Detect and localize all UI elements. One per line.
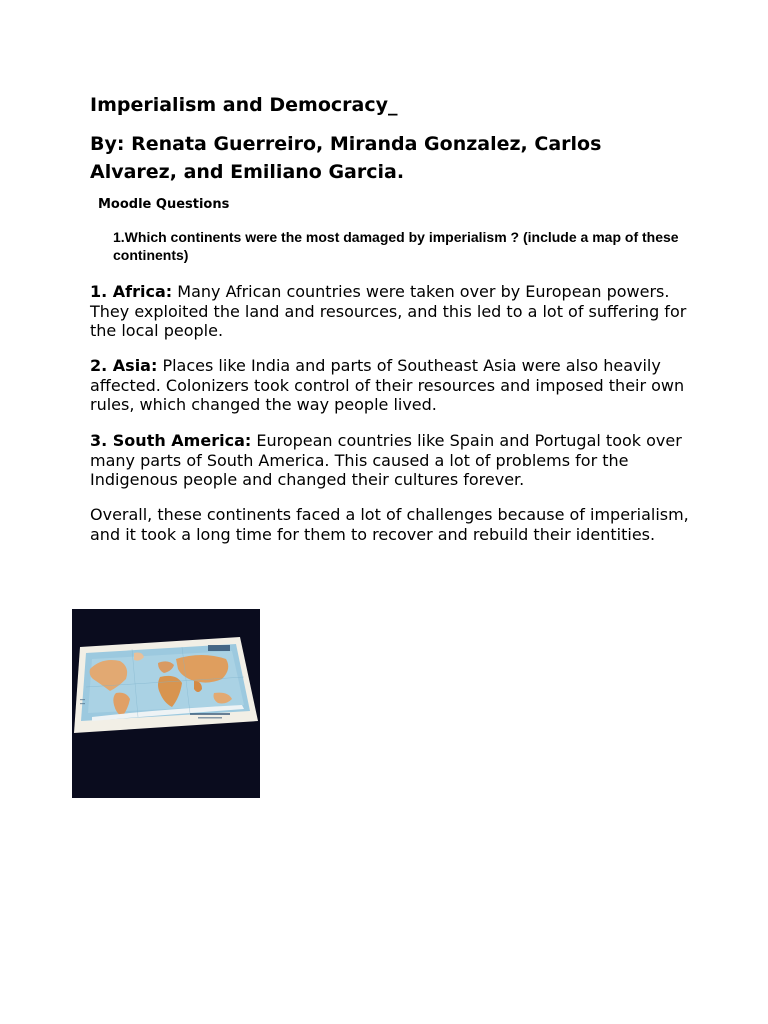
answer-label: 2. Asia: bbox=[90, 356, 158, 375]
conclusion-paragraph: Overall, these continents faced a lot of challenges because of imperialism, and it took a long time for them to recover and rebuild their identities. bbox=[90, 505, 689, 544]
world-map-photo bbox=[72, 609, 260, 798]
answer-south-america bbox=[90, 431, 690, 490]
answer-label: 3. South America: bbox=[90, 431, 252, 450]
answer-text: Places like India and parts of Southeast Asia were also heavily affected. Colonizers took control of their resources and imposed their own rules, which changed the way people lived. bbox=[90, 356, 685, 415]
document-authors: By: Renata Guerreiro, Miranda Gonzalez, Carlos Alvarez, and Emiliano Garcia. bbox=[90, 133, 602, 183]
answer-text: European countries like Spain and Portugal took over many parts of South America. This caused a lot of problems for the Indigenous people and changed their cultures forever. bbox=[90, 431, 682, 490]
document-title: Imperialism and Democracy_ bbox=[90, 94, 398, 116]
question-text: 1.Which continents were the most damaged by imperialism ? (include a map of these continents) bbox=[113, 229, 679, 263]
answer-text: Many African countries were taken over by European powers. They exploited the land and resources, and this led to a lot of suffering for the local people. bbox=[90, 282, 687, 341]
answer-label: 1. Africa: bbox=[90, 282, 173, 301]
answer-asia bbox=[90, 356, 690, 415]
answer-africa bbox=[90, 282, 690, 341]
section-label: Moodle Questions bbox=[98, 197, 230, 212]
